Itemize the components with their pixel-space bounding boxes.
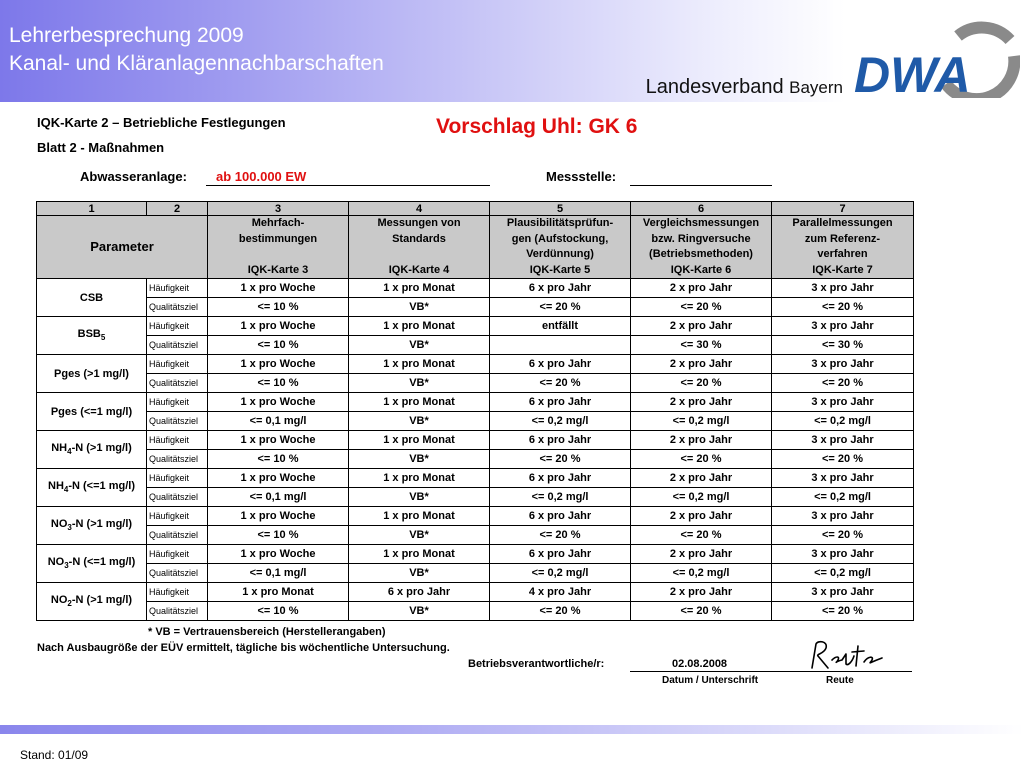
type-label-frequency: Häufigkeit [147,355,208,374]
type-label-quality: Qualitätsziel [147,336,208,355]
col-header-line: Standards [392,232,446,245]
type-label-frequency: Häufigkeit [147,317,208,336]
param-name-sub: 2 [67,599,72,609]
col-header [631,216,772,279]
col-header-line [210,247,346,263]
frequency-cell: 4 x pro Jahr [490,583,631,602]
col-number: 2 [147,202,208,216]
param-name-cell [37,545,147,583]
logo-text: DWA [854,47,971,98]
col-header-line: bestimmungen [238,232,318,245]
frequency-cell: 2 x pro Jahr [631,469,772,488]
quality-cell: <= 0,2 mg/l [490,412,631,431]
frequency-cell: 6 x pro Jahr [490,545,631,564]
col-header-line: IQK-Karte 4 [388,263,450,276]
param-name: NO [50,518,68,531]
param-name: Pges (<=1 mg/l) [50,405,133,418]
col-header-line: IQK-Karte 6 [670,263,732,276]
param-name-cell [37,583,147,621]
quality-cell: <= 20 % [631,298,772,317]
quality-cell: <= 20 % [631,526,772,545]
quality-cell: <= 30 % [772,336,914,355]
frequency-cell: 2 x pro Jahr [631,507,772,526]
quality-cell: <= 20 % [490,602,631,621]
param-name-cell [37,317,147,355]
param-name: NO [50,594,68,607]
landesverband-label [646,76,843,99]
param-name-cell [37,431,147,469]
quality-cell: <= 10 % [208,336,349,355]
quality-cell: <= 20 % [490,374,631,393]
param-name: NH [48,480,64,493]
table-row [37,469,914,488]
col-number: 5 [490,202,631,216]
frequency-cell: 1 x pro Woche [208,545,349,564]
quality-cell: <= 0,2 mg/l [772,564,914,583]
dwa-logo-icon [850,6,1020,98]
messstelle-line [630,169,772,186]
type-label-frequency: Häufigkeit [147,545,208,564]
frequency-cell: 2 x pro Jahr [631,279,772,298]
col-number-row [37,202,914,216]
table-row [37,564,914,583]
quality-cell: VB* [349,298,490,317]
quality-cell: <= 0,2 mg/l [631,488,772,507]
frequency-cell: 2 x pro Jahr [631,317,772,336]
param-name-cell [37,279,147,317]
frequency-cell: 2 x pro Jahr [631,545,772,564]
abwasser-value: ab 100.000 EW [206,169,490,186]
table-row [37,431,914,450]
quality-cell: <= 20 % [631,450,772,469]
table-row [37,336,914,355]
quality-cell: <= 0,1 mg/l [208,564,349,583]
table-row [37,507,914,526]
param-name-cell [37,469,147,507]
quality-cell: <= 20 % [631,374,772,393]
frequency-cell: 3 x pro Jahr [772,431,914,450]
quality-cell: <= 0,2 mg/l [631,412,772,431]
quality-cell [490,336,631,355]
col-header-line: Plausibilitätsprüfun- [506,217,614,229]
quality-cell: <= 20 % [772,374,914,393]
type-label-quality: Qualitätsziel [147,602,208,621]
doc-title1: IQK-Karte 2 – Betriebliche Festlegungen [37,115,286,130]
param-name-sub: 4 [63,485,69,495]
param-name-suffix: -N (<=1 mg/l) [68,556,136,569]
quality-cell: VB* [349,450,490,469]
type-label-quality: Qualitätsziel [147,450,208,469]
measures-table [36,201,914,621]
title-line1: Lehrerbesprechung 2009 [9,24,244,47]
frequency-cell: 3 x pro Jahr [772,507,914,526]
param-name-cell [37,355,147,393]
frequency-cell: 1 x pro Woche [208,279,349,298]
frequency-cell: 3 x pro Jahr [772,317,914,336]
table-row [37,488,914,507]
type-label-frequency: Häufigkeit [147,431,208,450]
frequency-cell: 1 x pro Monat [349,393,490,412]
frequency-cell: 1 x pro Woche [208,507,349,526]
frequency-cell: 1 x pro Monat [349,507,490,526]
type-label-quality: Qualitätsziel [147,564,208,583]
param-name-suffix: -N (<=1 mg/l) [68,480,135,493]
quality-cell: VB* [349,488,490,507]
param-name-sub: 4 [67,447,72,457]
frequency-cell: 2 x pro Jahr [631,583,772,602]
table-row [37,393,914,412]
param-name-cell [37,393,147,431]
quality-cell: <= 10 % [208,450,349,469]
type-label-quality: Qualitätsziel [147,526,208,545]
col-header-line: IQK-Karte 7 [812,263,873,276]
quality-cell: VB* [349,564,490,583]
col-header-line: IQK-Karte 3 [247,263,309,276]
frequency-cell: 3 x pro Jahr [772,545,914,564]
frequency-cell: 1 x pro Monat [349,469,490,488]
table-row [37,545,914,564]
quality-cell: <= 0,2 mg/l [490,488,631,507]
param-name-suffix: -N (>1 mg/l) [71,594,133,607]
quality-cell: <= 30 % [631,336,772,355]
header-banner [0,0,845,102]
quality-cell: <= 20 % [490,526,631,545]
frequency-cell: 6 x pro Jahr [490,279,631,298]
frequency-cell: 6 x pro Jahr [490,469,631,488]
col-header-line: gen (Aufstockung, [511,232,609,245]
landesverband-text: Landesverband [645,76,784,98]
frequency-cell: 1 x pro Monat [349,355,490,374]
table-row [37,583,914,602]
quality-cell: <= 20 % [490,298,631,317]
table-row [37,526,914,545]
quality-cell: <= 0,2 mg/l [772,412,914,431]
quality-cell: VB* [349,526,490,545]
quality-cell: VB* [349,602,490,621]
frequency-cell: 2 x pro Jahr [631,393,772,412]
frequency-cell: 3 x pro Jahr [772,279,914,298]
table-row [37,374,914,393]
title-line2: Kanal- und Kläranlagennachbarschaften [9,52,384,75]
col-header-line: Verdünnung) [526,248,594,260]
frequency-cell: 3 x pro Jahr [772,583,914,602]
quality-cell: <= 20 % [631,602,772,621]
stand-label: Stand: 01/09 [20,748,89,762]
type-label-quality: Qualitätsziel [147,298,208,317]
col-number: 1 [37,202,147,216]
frequency-cell: 6 x pro Jahr [490,431,631,450]
param-name-suffix: -N (>1 mg/l) [71,442,132,455]
quality-cell: <= 10 % [208,526,349,545]
frequency-cell: 2 x pro Jahr [631,431,772,450]
quality-cell: <= 20 % [490,450,631,469]
type-label-frequency: Häufigkeit [147,507,208,526]
size-note: Nach Ausbaugröße der EÜV ermittelt, tägliche bis wöchentliche Untersuchung. [37,642,450,654]
type-label-frequency: Häufigkeit [147,583,208,602]
date-caption: Datum / Unterschrift [662,675,759,686]
type-label-frequency: Häufigkeit [147,279,208,298]
col-header-line: verfahren [817,248,868,260]
quality-cell: VB* [349,412,490,431]
col-header-line: Parallelmessungen [792,217,893,229]
quality-cell: <= 0,2 mg/l [772,488,914,507]
frequency-cell: 1 x pro Woche [208,431,349,450]
quality-cell: <= 0,2 mg/l [631,564,772,583]
table-row [37,279,914,298]
col-header-line: zum Referenz- [804,232,881,245]
table-row [37,355,914,374]
quality-cell: <= 10 % [208,374,349,393]
table-row [37,412,914,431]
frequency-cell: 6 x pro Jahr [490,355,631,374]
col-header-line: Messungen von [377,217,461,229]
type-label-frequency: Häufigkeit [147,469,208,488]
param-name: Pges (>1 mg/l) [54,367,129,380]
table-row [37,317,914,336]
col-header [490,216,631,279]
col-header-line: Mehrfach- [251,217,305,229]
col-header-line: IQK-Karte 5 [529,263,591,276]
type-label-quality: Qualitätsziel [147,374,208,393]
param-name: CSB [79,291,104,304]
frequency-cell: 1 x pro Monat [349,545,490,564]
quality-cell: VB* [349,374,490,393]
frequency-cell: 2 x pro Jahr [631,355,772,374]
quality-cell: <= 10 % [208,298,349,317]
param-name-suffix: -N (>1 mg/l) [71,518,133,531]
region-text: Bayern [789,78,843,97]
frequency-cell: 3 x pro Jahr [772,469,914,488]
signature-caption: Reute [826,675,854,686]
quality-cell: <= 10 % [208,602,349,621]
quality-cell: VB* [349,336,490,355]
quality-cell: <= 20 % [772,602,914,621]
param-name-cell [37,507,147,545]
doc-title2: Blatt 2 - Maßnahmen [37,140,165,155]
param-name: NH [51,442,68,455]
proposal-title: Vorschlag Uhl: GK 6 [436,115,638,138]
col-header-line: bzw. Ringversuche [651,232,751,245]
vb-note: * VB = Vertrauensbereich (Herstellerangaben) [148,626,386,638]
param-name: NO [47,556,65,569]
quality-cell: <= 20 % [772,450,914,469]
header-row [37,216,914,279]
abwasser-label: Abwasseranlage: [80,169,187,184]
param-name: BSB [77,328,101,341]
frequency-cell: entfällt [490,317,631,336]
quality-cell: <= 20 % [772,298,914,317]
col-header [772,216,914,279]
table-row [37,298,914,317]
col-header-line: Vergleichsmessungen [642,217,760,229]
handwritten-signature-icon [806,638,886,672]
col-header-line: (Betriebsmethoden) [649,248,753,260]
frequency-cell: 1 x pro Monat [349,279,490,298]
param-name-sub: 5 [100,333,106,343]
col-number: 7 [772,202,914,216]
quality-cell: <= 0,1 mg/l [208,412,349,431]
type-label-frequency: Häufigkeit [147,393,208,412]
quality-cell: <= 20 % [772,526,914,545]
type-label-quality: Qualitätsziel [147,412,208,431]
frequency-cell: 1 x pro Woche [208,469,349,488]
col-number: 6 [631,202,772,216]
frequency-cell: 6 x pro Jahr [349,583,490,602]
col-header [208,216,349,279]
frequency-cell: 1 x pro Woche [208,355,349,374]
frequency-cell: 1 x pro Woche [208,317,349,336]
table-row [37,450,914,469]
frequency-cell: 6 x pro Jahr [490,393,631,412]
quality-cell: <= 0,2 mg/l [490,564,631,583]
col-header-line [351,247,487,263]
frequency-cell: 1 x pro Monat [208,583,349,602]
table-row [37,602,914,621]
footer-bar [0,725,1024,734]
frequency-cell: 1 x pro Monat [349,431,490,450]
frequency-cell: 1 x pro Woche [208,393,349,412]
frequency-cell: 3 x pro Jahr [772,393,914,412]
param-header: Parameter [37,216,208,279]
col-number: 3 [208,202,349,216]
frequency-cell: 1 x pro Monat [349,317,490,336]
col-header [349,216,490,279]
responsible-label: Betriebsverantwortliche/r: [468,658,605,670]
col-number: 4 [349,202,490,216]
date-value: 02.08.2008 [672,658,728,670]
type-label-quality: Qualitätsziel [147,488,208,507]
frequency-cell: 3 x pro Jahr [772,355,914,374]
param-name-sub: 3 [64,561,69,571]
param-name-sub: 3 [67,523,72,533]
frequency-cell: 6 x pro Jahr [490,507,631,526]
messstelle-label: Messstelle: [546,169,617,184]
quality-cell: <= 0,1 mg/l [208,488,349,507]
